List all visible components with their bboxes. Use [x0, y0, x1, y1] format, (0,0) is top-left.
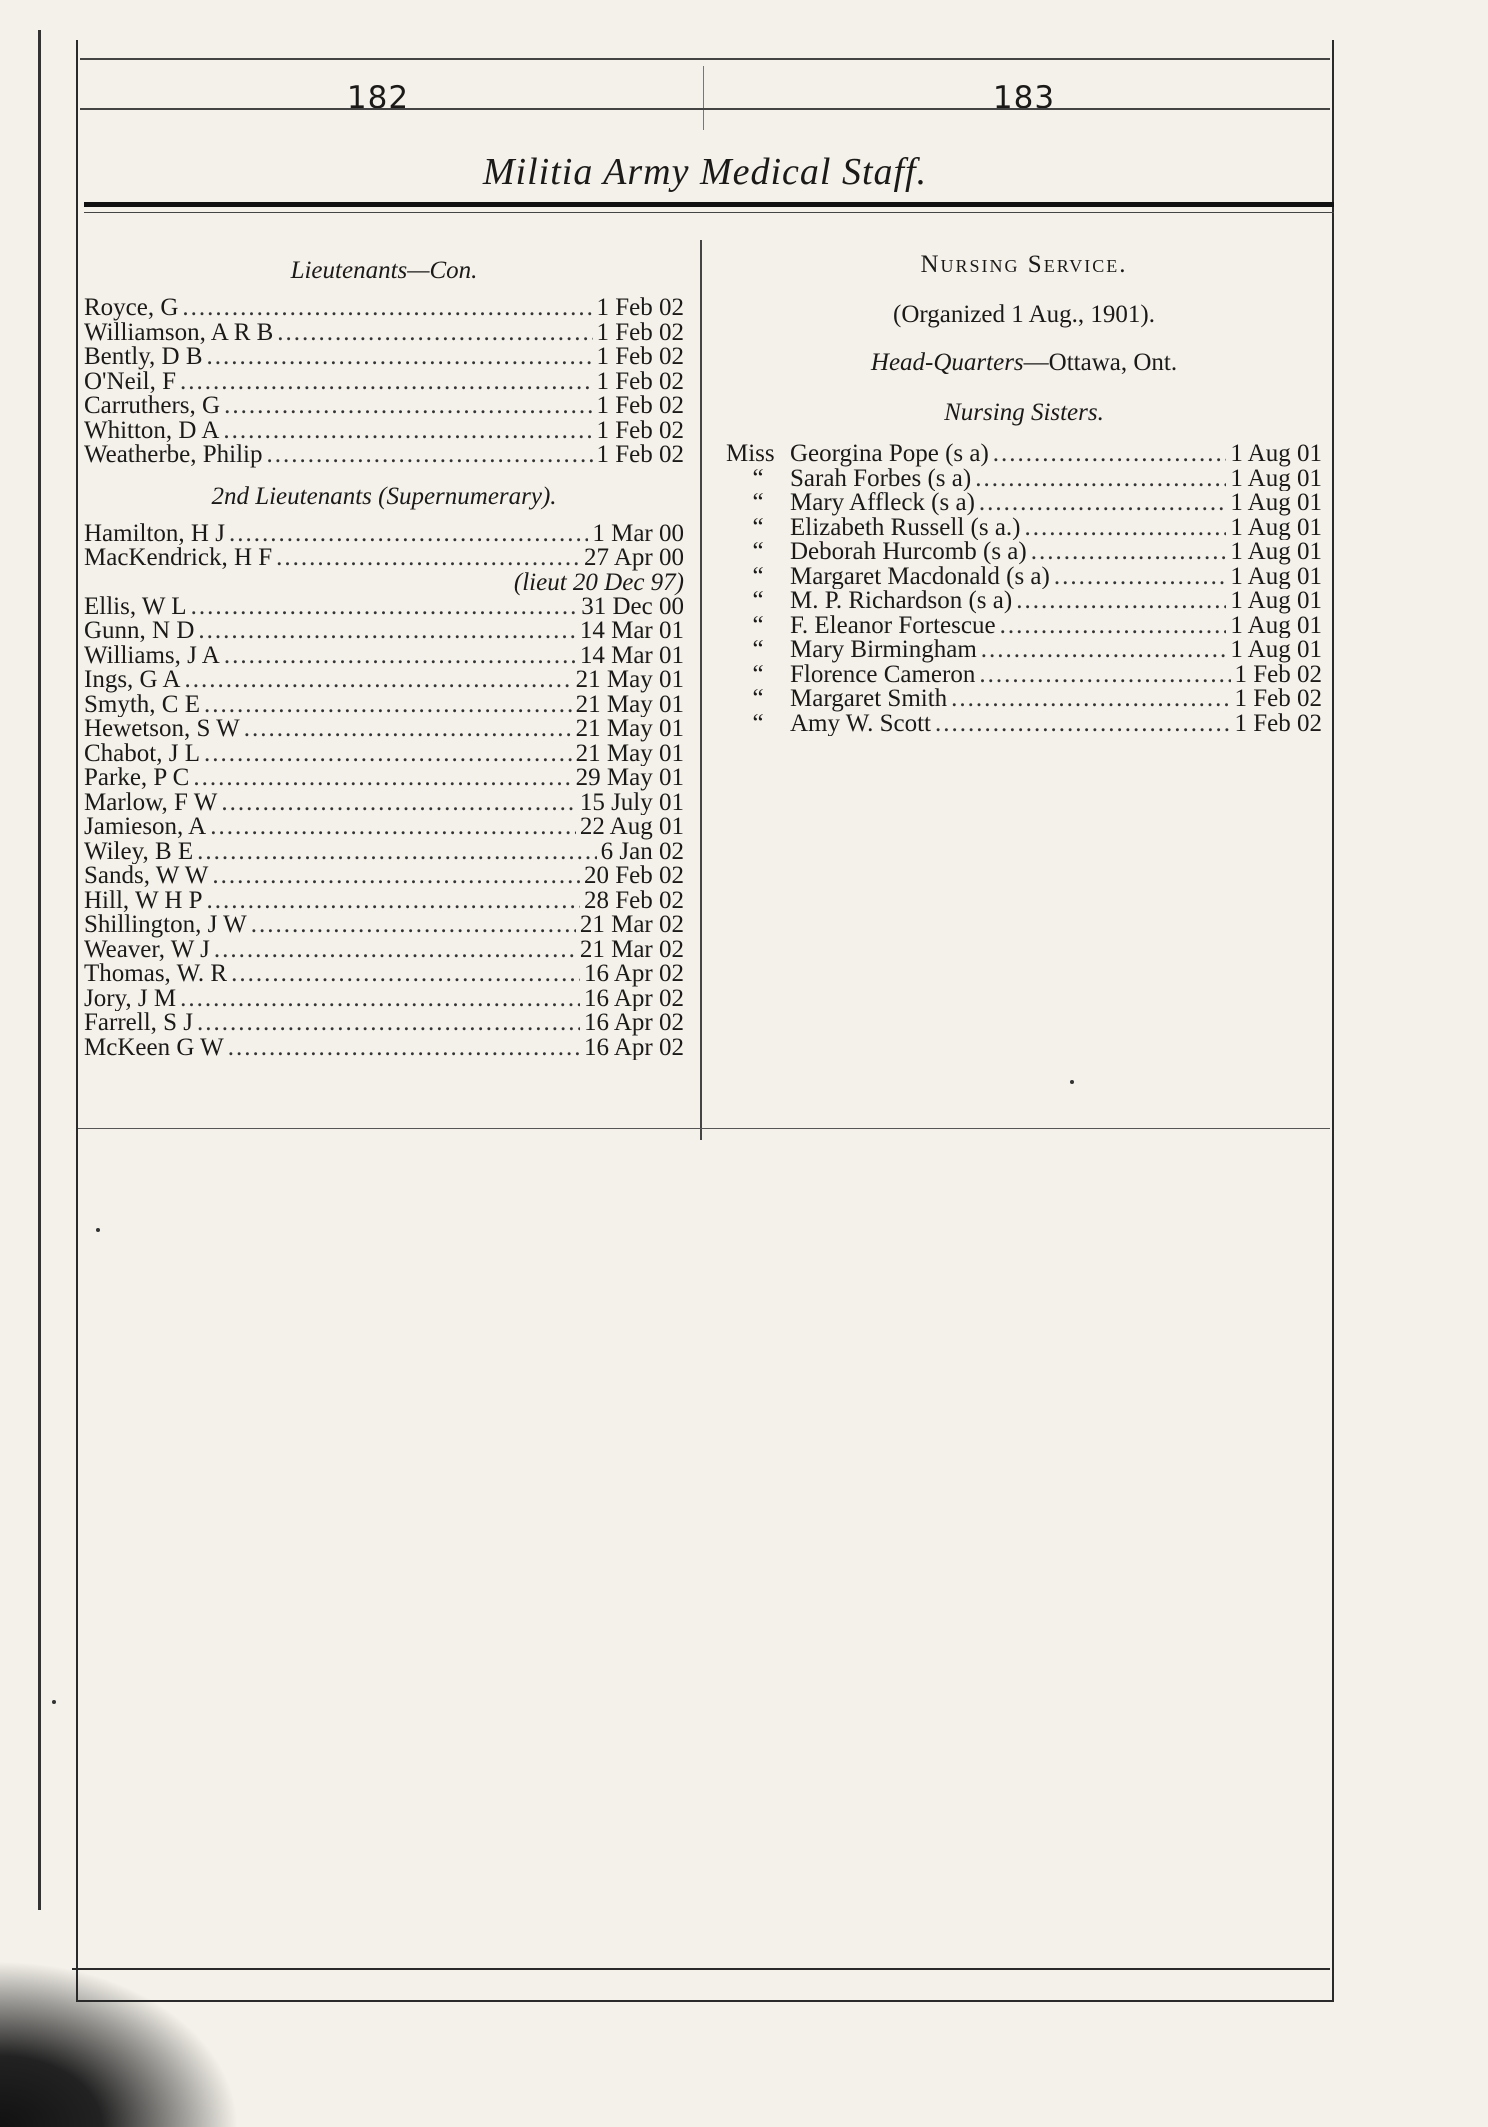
leader-dots	[1025, 516, 1227, 541]
entry-date: 1 Aug 01	[1230, 466, 1322, 491]
entry-date: 1 Aug 01	[1230, 442, 1322, 467]
list-item	[84, 345, 684, 370]
entry-date: 1 Aug 01	[1230, 491, 1322, 516]
entry-date: 1 Feb 02	[596, 345, 684, 370]
entry-date: 1 Mar 00	[592, 521, 684, 546]
entry-name: Williamson, A R B	[84, 320, 274, 345]
list-item	[726, 442, 1322, 467]
leader-dots	[1000, 614, 1227, 639]
list-item	[84, 766, 684, 791]
leader-dots	[191, 595, 578, 620]
entry-date: 1 Aug 01	[1230, 540, 1322, 565]
right-column	[726, 250, 1322, 736]
list-item	[726, 663, 1322, 688]
left-page-number: 182	[346, 80, 410, 116]
entry-date: 1 Feb 02	[1234, 662, 1322, 687]
entry-name: Ings, G A	[84, 668, 181, 693]
list-item	[84, 370, 684, 395]
list-item	[84, 791, 684, 816]
entry-name: Mary Birmingham	[790, 638, 977, 663]
entry-name: Marlow, F W	[84, 790, 218, 815]
list-item	[84, 619, 684, 644]
entry-name: Georgina Pope (s a)	[790, 442, 989, 467]
entry-prefix: “	[752, 515, 764, 540]
entry-date: 1 Aug 01	[1230, 515, 1322, 540]
headquarters-line	[726, 348, 1322, 378]
entry-name: Hill, W H P	[84, 888, 203, 913]
entry-name: Weaver, W J	[84, 937, 210, 962]
list-item	[726, 467, 1322, 492]
page-number-divider	[703, 66, 704, 130]
entry-date: 14 Mar 01	[579, 643, 684, 668]
entry-date: 29 May 01	[575, 766, 684, 791]
entry-prefix: “	[752, 466, 764, 491]
entry-prefix: Miss	[726, 442, 775, 467]
entry-date: 21 May 01	[575, 692, 684, 717]
leader-dots	[221, 791, 575, 816]
entry-date: 21 May 01	[575, 741, 684, 766]
list-item	[84, 1036, 684, 1061]
leader-dots	[207, 889, 580, 914]
stray-mark	[96, 1228, 100, 1232]
entry-date: 21 May 01	[575, 668, 684, 693]
entry-date: 31 Dec 00	[581, 594, 684, 619]
entry-name: Amy W. Scott	[790, 711, 931, 736]
nursing-service-heading: Nursing Service.	[920, 251, 1128, 278]
hq-label: Head-Quarters	[870, 349, 1024, 376]
entry-date: 6 Jan 02	[600, 839, 684, 864]
entry-name: Wiley, B E	[84, 839, 194, 864]
entry-name: Smyth, C E	[84, 692, 200, 717]
entry-date: 16 Apr 02	[584, 962, 684, 987]
entry-prefix: “	[752, 662, 764, 687]
entry-prefix: “	[752, 638, 764, 663]
leader-dots	[277, 321, 592, 346]
entry-prefix: “	[752, 613, 764, 638]
entry-prefix: “	[752, 711, 764, 736]
entry-name: Elizabeth Russell (s a.)	[790, 515, 1021, 540]
leader-dots	[993, 442, 1227, 467]
leader-dots	[1054, 565, 1226, 590]
binding-edge-line	[38, 30, 41, 1910]
entry-name: Thomas, W. R	[84, 962, 228, 987]
second-lieutenants-list-b	[84, 595, 684, 1061]
list-item	[84, 840, 684, 865]
list-item	[726, 491, 1322, 516]
list-item	[84, 717, 684, 742]
entry-date: 1 Feb 02	[596, 320, 684, 345]
column-divider	[700, 240, 702, 1140]
entry-date: 1 Feb 02	[596, 394, 684, 419]
entry-name: Whitton, D A	[84, 418, 220, 443]
entry-name: Royce, G	[84, 296, 179, 321]
leader-dots	[1016, 589, 1226, 614]
header-top-rule	[80, 58, 1330, 60]
entry-prefix: “	[752, 491, 764, 516]
leader-dots	[229, 522, 588, 547]
entry-name: Shillington, J W	[84, 913, 247, 938]
leader-dots	[223, 419, 592, 444]
entry-name: Jory, J M	[84, 986, 177, 1011]
entry-name: Farrell, S J	[84, 1011, 194, 1036]
right-page-number: 183	[992, 80, 1056, 116]
entry-date: 1 Feb 02	[596, 369, 684, 394]
list-item	[84, 987, 684, 1012]
entry-date: 21 Mar 02	[579, 913, 684, 938]
entry-date: 14 Mar 01	[579, 619, 684, 644]
list-item	[84, 693, 684, 718]
left-column	[84, 256, 684, 1060]
entry-date: 1 Aug 01	[1230, 638, 1322, 663]
list-item	[84, 1011, 684, 1036]
entry-date: 1 Feb 02	[596, 418, 684, 443]
lieut-note-text: (lieut 20 Dec 97)	[513, 568, 684, 596]
leader-dots	[951, 687, 1230, 712]
list-item	[84, 419, 684, 444]
list-item	[726, 614, 1322, 639]
leader-dots	[228, 1036, 580, 1061]
entry-date: 1 Feb 02	[1234, 711, 1322, 736]
entry-name: M. P. Richardson (s a)	[790, 589, 1013, 614]
stray-mark	[52, 1700, 56, 1704]
list-item	[726, 589, 1322, 614]
second-lieutenants-heading: 2nd Lieutenants (Supernumerary).	[211, 482, 557, 510]
entry-date: 27 Apr 00	[584, 546, 684, 571]
list-item	[84, 644, 684, 669]
list-item	[84, 321, 684, 346]
leader-dots	[185, 668, 572, 693]
nursing-sisters-list	[726, 442, 1322, 736]
leader-dots	[1031, 540, 1227, 565]
entry-name: F. Eleanor Fortescue	[790, 613, 996, 638]
organized-line: (Organized 1 Aug., 1901).	[893, 301, 1155, 328]
leader-dots	[979, 491, 1226, 516]
entry-name: Jamieson, A	[84, 815, 207, 840]
list-item	[726, 712, 1322, 737]
list-item	[84, 668, 684, 693]
list-item	[84, 742, 684, 767]
list-item	[84, 815, 684, 840]
nursing-sisters-heading: Nursing Sisters.	[944, 399, 1104, 426]
list-item	[84, 522, 684, 547]
leader-dots	[981, 638, 1227, 663]
entry-date: 1 Aug 01	[1230, 564, 1322, 589]
entry-name: McKeen G W	[84, 1035, 224, 1060]
entry-name: Hewetson, S W	[84, 717, 240, 742]
entry-name: Chabot, J L	[84, 741, 200, 766]
list-item	[84, 443, 684, 468]
leader-dots	[182, 296, 592, 321]
leader-dots	[204, 742, 572, 767]
entry-prefix: “	[752, 564, 764, 589]
entry-name: Margaret Smith	[790, 687, 948, 712]
title-thin-rule	[84, 212, 1334, 213]
list-item	[84, 938, 684, 963]
entry-date: 16 Apr 02	[584, 986, 684, 1011]
leader-dots	[180, 987, 580, 1012]
hq-value: —Ottawa, Ont.	[1023, 349, 1178, 376]
list-item	[84, 864, 684, 889]
entry-prefix: “	[752, 687, 764, 712]
columns-bottom-rule	[78, 1128, 1330, 1129]
entry-prefix: “	[752, 589, 764, 614]
list-item	[84, 296, 684, 321]
leader-dots	[975, 467, 1226, 492]
entry-prefix: “	[752, 540, 764, 565]
list-item	[84, 889, 684, 914]
list-item	[726, 638, 1322, 663]
leader-dots	[193, 766, 571, 791]
list-item	[726, 540, 1322, 565]
entry-date: 21 Mar 02	[579, 937, 684, 962]
lieutenants-con-heading: Lieutenants—Con.	[290, 257, 478, 284]
entry-date: 15 July 01	[579, 790, 684, 815]
entry-name: Parke, P C	[84, 766, 190, 791]
leader-dots	[935, 712, 1231, 737]
leader-dots	[276, 546, 580, 571]
second-lieutenants-list-a	[84, 522, 684, 571]
leader-dots	[224, 394, 592, 419]
leader-dots	[231, 962, 580, 987]
leader-dots	[224, 644, 576, 669]
entry-name: Williams, J A	[84, 643, 220, 668]
entry-name: Gunn, N D	[84, 619, 195, 644]
leader-dots	[214, 938, 576, 963]
entry-date: 22 Aug 01	[579, 815, 684, 840]
entry-date: 1 Feb 02	[596, 443, 684, 468]
entry-name: Margaret Macdonald (s a)	[790, 564, 1050, 589]
entry-name: MacKendrick, H F	[84, 546, 273, 571]
list-item	[726, 565, 1322, 590]
leader-dots	[251, 913, 576, 938]
entry-name: Sands, W W	[84, 864, 209, 889]
entry-name: Mary Affleck (s a)	[790, 491, 975, 516]
entry-name: Carruthers, G	[84, 394, 221, 419]
entry-date: 1 Feb 02	[1234, 687, 1322, 712]
leader-dots	[267, 443, 593, 468]
entry-date: 16 Apr 02	[584, 1035, 684, 1060]
lieut-note	[84, 568, 684, 596]
stray-mark	[1070, 1080, 1074, 1084]
entry-name: Bently, D B	[84, 345, 203, 370]
leader-dots	[212, 864, 580, 889]
list-item	[84, 394, 684, 419]
list-item	[726, 687, 1322, 712]
leader-dots	[979, 663, 1230, 688]
title-thick-rule	[84, 202, 1334, 207]
entry-date: 20 Feb 02	[584, 864, 684, 889]
leader-dots	[180, 370, 592, 395]
leader-dots	[197, 840, 597, 865]
entry-date: 1 Feb 02	[596, 296, 684, 321]
entry-date: 1 Aug 01	[1230, 613, 1322, 638]
lieutenants-list	[84, 296, 684, 468]
list-item	[84, 546, 684, 571]
leader-dots	[244, 717, 572, 742]
leader-dots	[207, 345, 593, 370]
leader-dots	[210, 815, 576, 840]
leader-dots	[204, 693, 572, 718]
leader-dots	[198, 619, 575, 644]
list-item	[84, 913, 684, 938]
entry-date: 28 Feb 02	[584, 888, 684, 913]
page-number-rule	[80, 108, 1330, 110]
entry-name: Hamilton, H J	[84, 521, 225, 546]
list-item	[726, 516, 1322, 541]
frame-bottom-rule	[72, 1968, 1330, 1970]
leader-dots	[197, 1011, 580, 1036]
entry-date: 1 Aug 01	[1230, 589, 1322, 614]
entry-name: Sarah Forbes (s a)	[790, 466, 972, 491]
entry-name: Ellis, W L	[84, 594, 187, 619]
entry-date: 21 May 01	[575, 717, 684, 742]
entry-name: Weatherbe, Philip	[84, 443, 263, 468]
list-item	[84, 595, 684, 620]
entry-name: Deborah Hurcomb (s a)	[790, 540, 1027, 565]
page-title: Militia Army Medical Staff.	[482, 151, 928, 193]
entry-name: O'Neil, F	[84, 369, 177, 394]
entry-name: Florence Cameron	[790, 662, 976, 687]
list-item	[84, 962, 684, 987]
entry-date: 16 Apr 02	[584, 1011, 684, 1036]
